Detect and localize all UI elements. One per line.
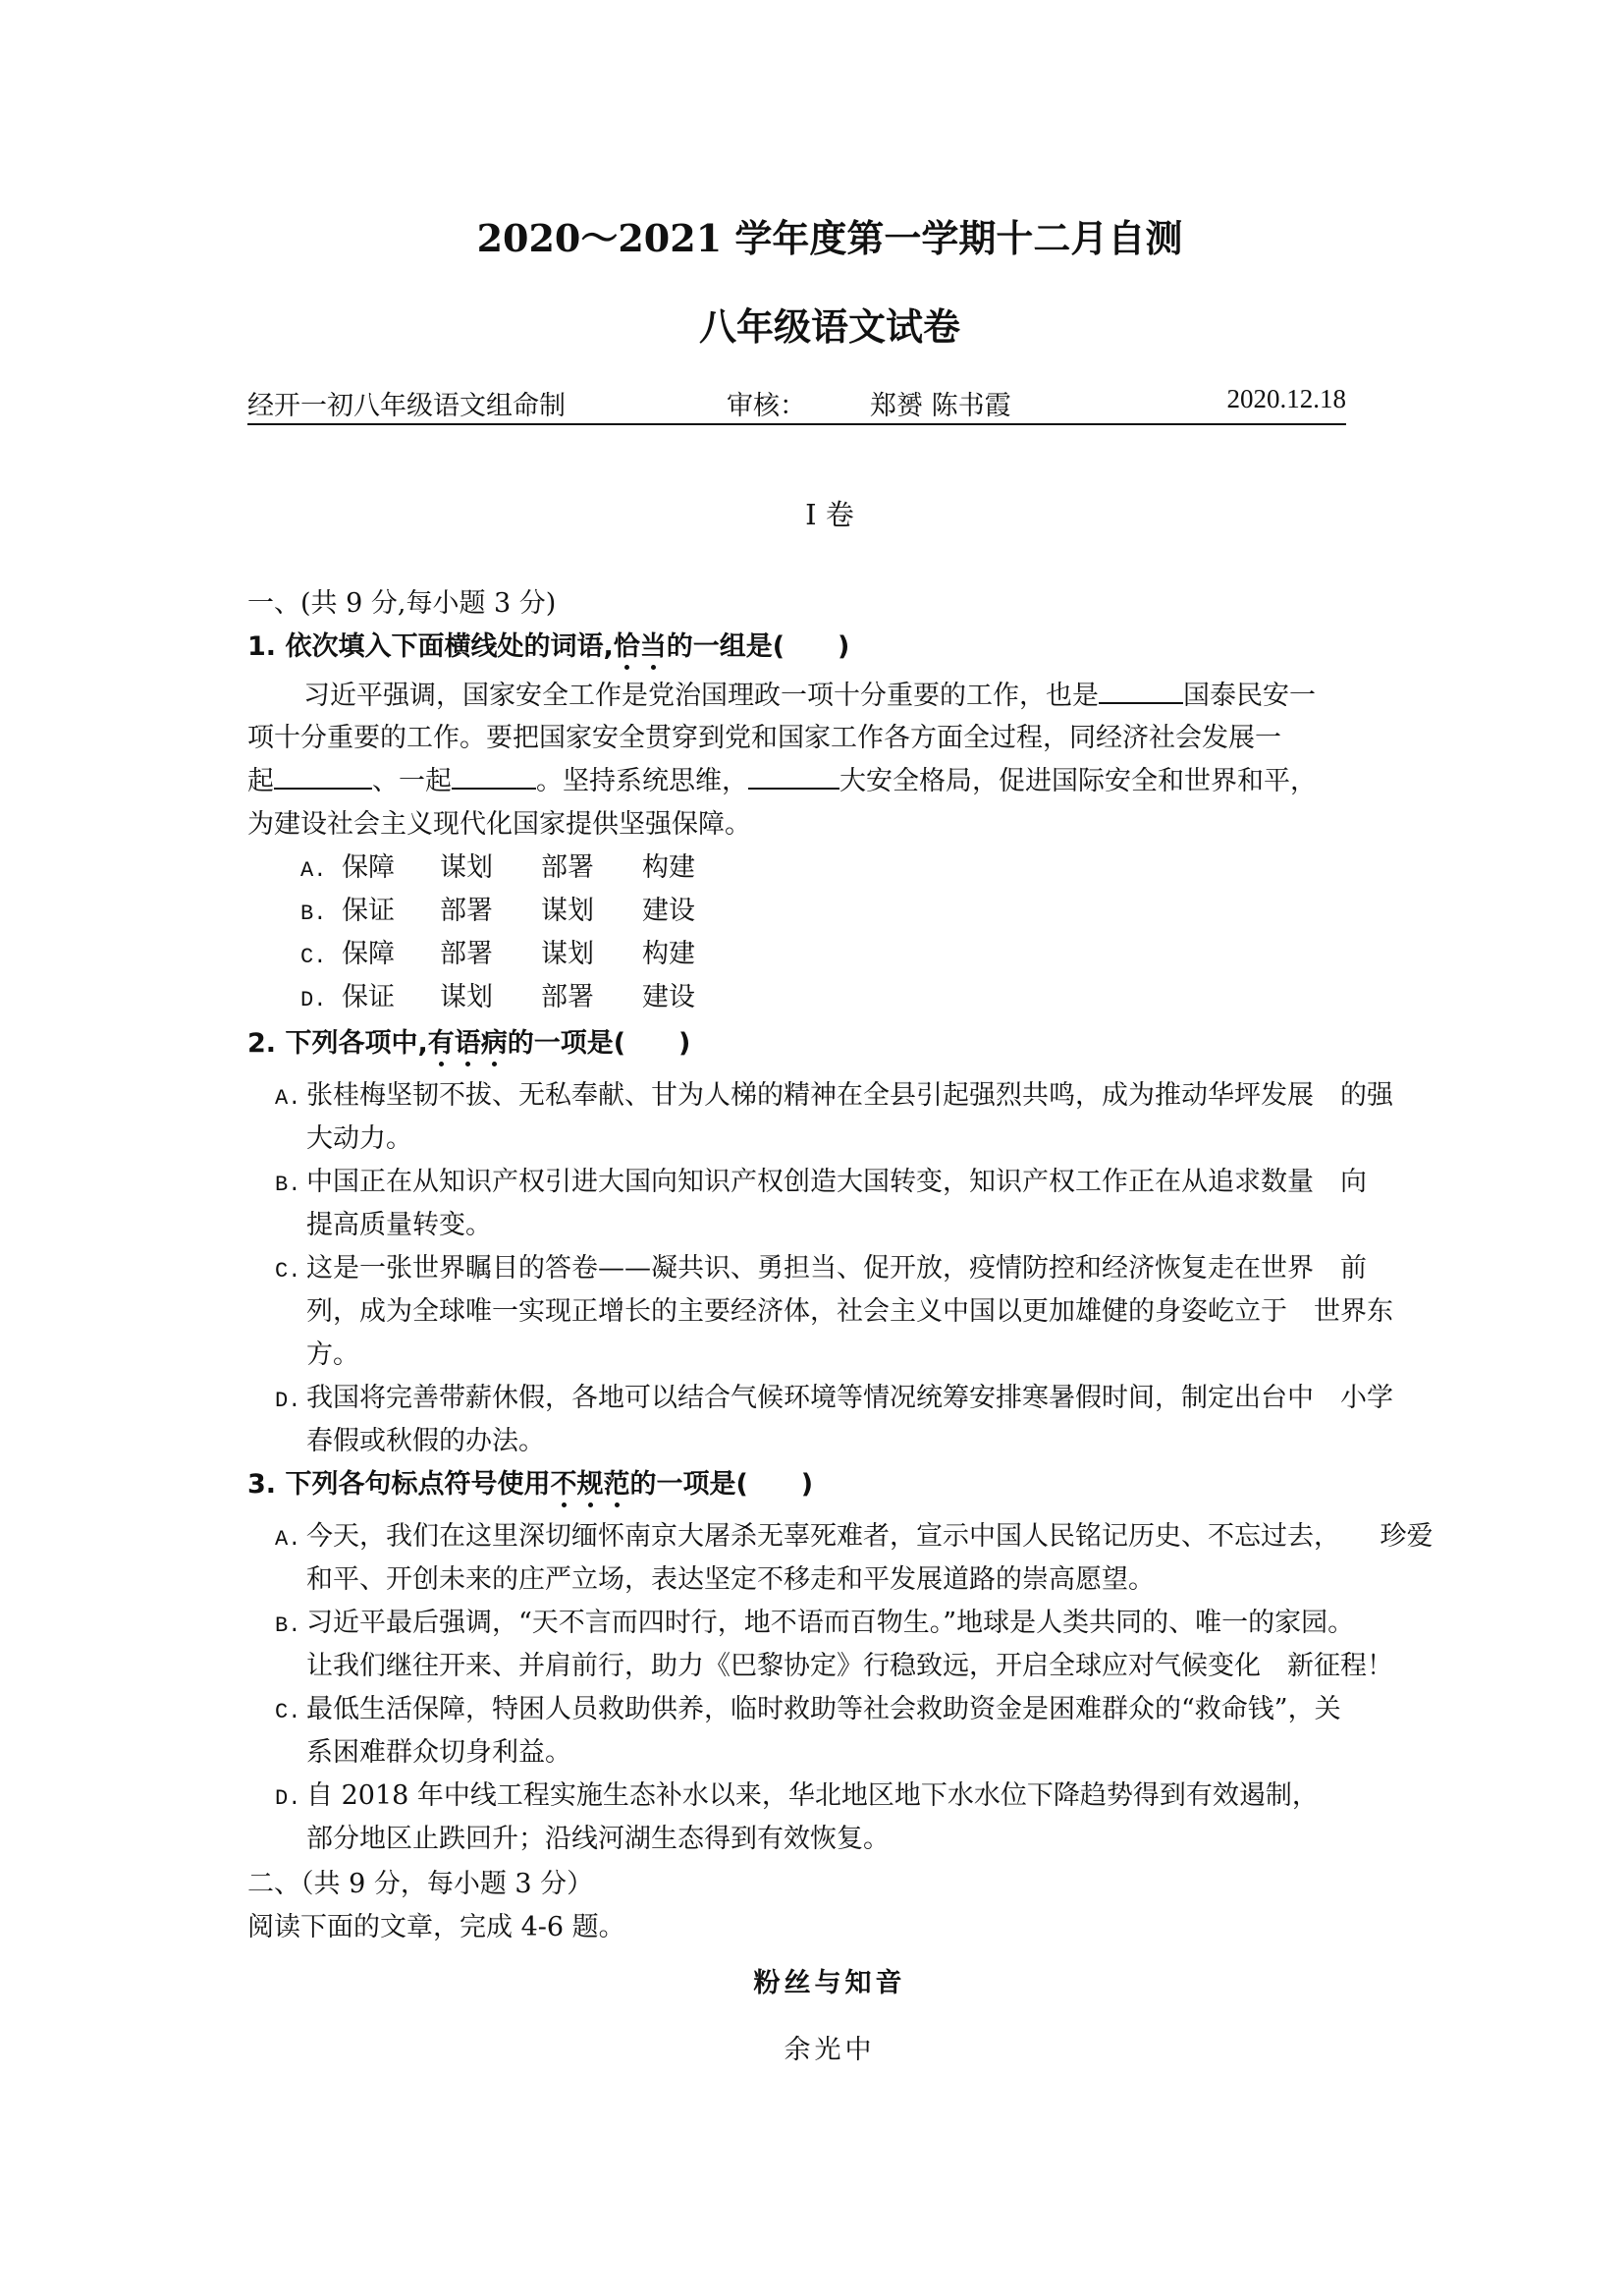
q2-option-c[interactable]: C. 这是一张世界瞩目的答卷——凝共识、勇担当、促开放，疫情防控和经济恢复走在世界 前 xyxy=(275,1253,1367,1284)
setter-org: 经开一初八年级语文组命制 xyxy=(247,391,566,421)
q3-option-c[interactable]: C. 最低生活保障，特困人员救助供养，临时救助等社会救助资金是困难群众的“救命钱”，关 xyxy=(275,1694,1341,1724)
section-2-heading: 二、（共 9 分，每小题 3 分） xyxy=(247,1869,594,1899)
q2-option-b[interactable]: B. 中国正在从知识产权引进大国向知识产权创造大国转变，知识产权工作正在从追求数量 向 xyxy=(275,1167,1367,1197)
question-2-stem: 2. 下列各项中,有语病的一项是( ) xyxy=(247,1028,691,1059)
q1-passage-line-4: 为建设社会主义现代化国家提供坚强保障。 xyxy=(247,809,751,840)
emphasis-dot-char: 恰 xyxy=(613,631,640,662)
article-author: 余光中 xyxy=(784,2035,876,2065)
q3-option-b-cont: 让我们继往开来、并肩前行，助力《巴黎协定》行稳致远，开启全球应对气候变化 新征程！ xyxy=(306,1651,1393,1681)
question-1-stem: 1. 依次填入下面横线处的词语,恰当的一组是( ) xyxy=(247,631,850,662)
blank-1 xyxy=(1099,681,1183,704)
header-info-line xyxy=(247,384,1346,425)
q3-option-c-cont: 系困难群众切身利益。 xyxy=(306,1737,571,1768)
q3-option-d-cont: 部分地区止跌回升；沿线河湖生态得到有效恢复。 xyxy=(306,1824,890,1854)
section-1-heading: 一、(共 9 分,每小题 3 分) xyxy=(247,588,557,619)
q1-passage-line-1: 习近平强调，国家安全工作是党治国理政一项十分重要的工作，也是 国泰民安一 xyxy=(303,681,1316,711)
emphasis-dot-char: 有 xyxy=(427,1028,455,1059)
emphasis-dot-char: 规 xyxy=(576,1469,604,1500)
q1-option-d[interactable]: D. 保证 谋划 部署 建设 xyxy=(300,982,695,1012)
q2-option-d-cont: 春假或秋假的办法。 xyxy=(306,1426,545,1456)
blank-2 xyxy=(274,766,372,790)
question-3-stem: 3. 下列各句标点符号使用不规范的一项是( ) xyxy=(247,1469,814,1500)
exam-title: 2020～2021 学年度第一学期十二月自测 xyxy=(476,216,1183,260)
reviewer-names: 郑赟 陈书霞 xyxy=(870,391,1011,421)
exam-subtitle: 八年级语文试卷 xyxy=(698,305,960,349)
q1-option-b[interactable]: B. 保证 部署 谋划 建设 xyxy=(300,896,695,926)
volume-label: I 卷 xyxy=(805,498,854,531)
emphasis-dot-char: 范 xyxy=(603,1469,630,1500)
q3-option-a-cont: 和平、开创未来的庄严立场，表达坚定不移走和平发展道路的崇高愿望。 xyxy=(306,1564,1155,1595)
emphasis-dot-char: 语 xyxy=(454,1028,481,1059)
emphasis-dot-char: 当 xyxy=(639,631,667,662)
q2-option-c-cont: 列，成为全球唯一实现正增长的主要经济体，社会主义中国以更加雄健的身姿屹立于 世界东 xyxy=(306,1296,1393,1327)
q2-option-b-cont: 提高质量转变。 xyxy=(306,1210,492,1240)
q3-option-a[interactable]: A. 今天，我们在这里深切缅怀南京大屠杀无辜死难者，宣示中国人民铭记历史、不忘过去， 珍爱 xyxy=(275,1521,1434,1552)
q3-option-d[interactable]: D. 自 2018 年中线工程实施生态补水以来，华北地区地下水水位下降趋势得到有效遏制， xyxy=(275,1780,1319,1811)
q1-passage-line-3: 起 、一起 。坚持系统思维， 大安全格局，促进国际安全和世界和平， xyxy=(247,766,1317,796)
emphasis-dot-char: 病 xyxy=(480,1028,508,1059)
blank-3 xyxy=(452,766,536,790)
q2-option-a[interactable]: A. 张桂梅坚韧不拔、无私奉献、甘为人梯的精神在全县引起强烈共鸣，成为推动华坪发展 的强 xyxy=(275,1080,1393,1111)
reviewer-label: 审核： xyxy=(727,391,806,421)
q2-option-a-cont: 大动力。 xyxy=(306,1123,412,1154)
q1-option-c[interactable]: C. 保障 部署 谋划 构建 xyxy=(300,939,695,969)
q2-option-d[interactable]: D. 我国将完善带薪休假，各地可以结合气候环境等情况统筹安排寒暑假时间，制定出台中 小学 xyxy=(275,1383,1393,1413)
q1-option-a[interactable]: A. 保障 谋划 部署 构建 xyxy=(300,852,695,883)
exam-date: 2020.12.18 xyxy=(1226,384,1346,413)
article-title: 粉丝与知音 xyxy=(753,1968,906,1998)
q1-passage-line-2: 项十分重要的工作。要把国家安全贯穿到党和国家工作各方面全过程，同经济社会发展一 xyxy=(247,723,1281,753)
q3-option-b[interactable]: B. 习近平最后强调，“天不言而四时行，地不语而百物生。”地球是人类共同的、唯一的家园。 xyxy=(275,1608,1355,1638)
blank-4 xyxy=(748,766,839,790)
emphasis-dot-char: 不 xyxy=(550,1469,577,1500)
q2-option-c-cont: 方。 xyxy=(306,1339,359,1370)
section-2-instruction: 阅读下面的文章，完成 4-6 题。 xyxy=(247,1912,625,1942)
